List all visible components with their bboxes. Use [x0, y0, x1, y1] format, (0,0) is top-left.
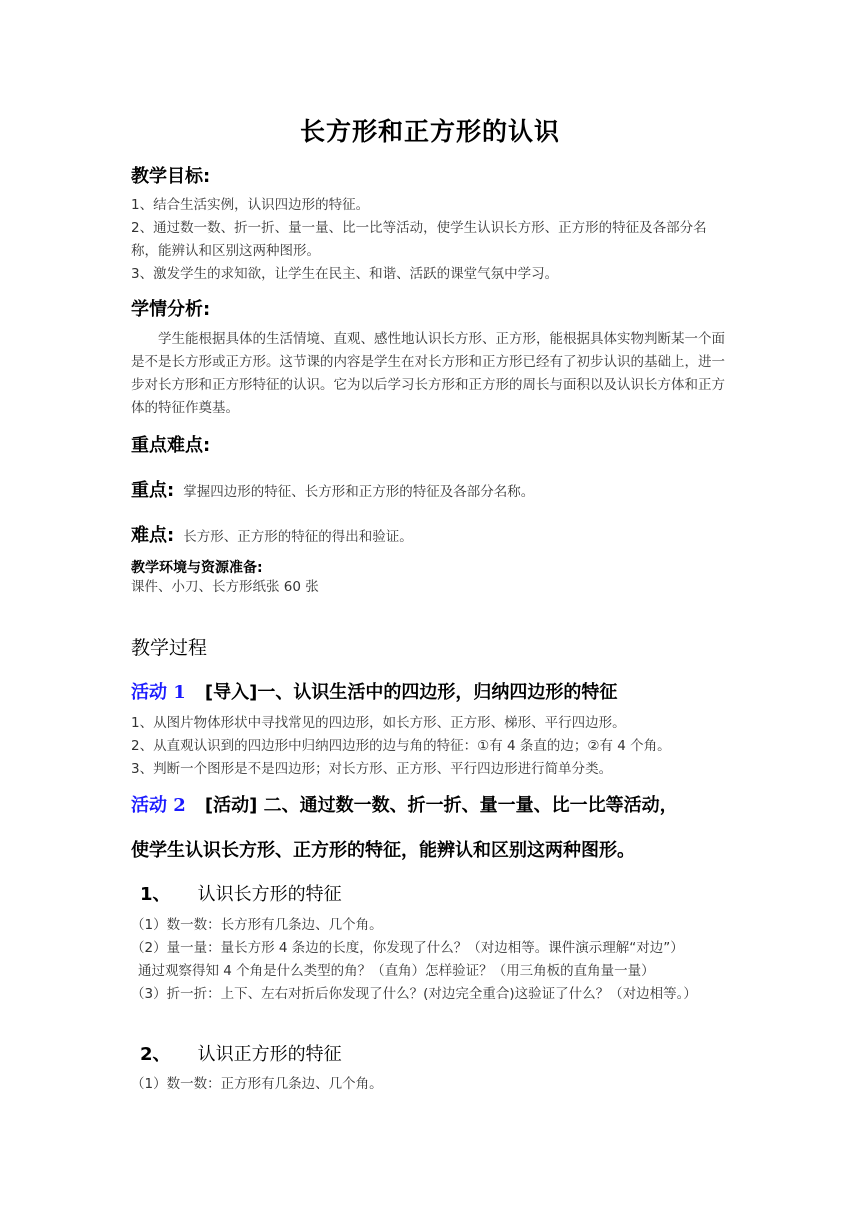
sub1-heading: [140, 880, 342, 906]
sub2-number: 2、: [140, 1044, 171, 1065]
activity1-heading: [131, 678, 617, 704]
difficult-point-row: [131, 521, 413, 549]
sub2-title: 认识正方形的特征: [197, 1044, 342, 1065]
analysis-text: 学生能根据具体的生活情境、直观、感性地认识长方形、正方形，能根据具体实物判断某一个面是不是长方形或正方形。这节课的内容是学生在对长方形和正方形已经有了初步认识的基础上，进一步对长方形和正方形特征的认识。它为以后学习长方形和正方形的周长与面积以及认识长方体和正方体的特征作奠基。: [131, 331, 725, 416]
activity2-title-line2: 使学生认识长方形、正方形的特征，能辨认和区别这两种图形。: [131, 840, 635, 861]
sub1-item-2: （2）量一量：量长方形 4 条边的长度，你发现了什么？（对边相等。课件演示理解“对边”）: [131, 940, 684, 956]
goal-item-2: 2、通过数一数、折一折、量一量、比一比等活动，使学生认识长方形、正方形的特征及各部分名称，能辨认和区别这两种图形。: [131, 220, 707, 259]
analysis-heading: 学情分析:: [131, 299, 211, 320]
key-point-label: 重点:: [131, 480, 175, 501]
difficult-point-label: 难点:: [131, 525, 175, 546]
key-point-row: [131, 476, 534, 504]
sub1-number: 1、: [140, 884, 171, 905]
activity1-title: [导入]一、认识生活中的四边形，归纳四边形的特征: [204, 682, 618, 703]
activity2-label: 活动 2: [131, 795, 186, 816]
activity2-heading: [131, 791, 678, 817]
key-point-text: 掌握四边形的特征、长方形和正方形的特征及各部分名称。: [183, 484, 535, 500]
sub2-heading: [140, 1040, 342, 1066]
goal-item-3: 3、激发学生的求知欲，让学生在民主、和谐、活跃的课堂气氛中学习。: [131, 266, 559, 282]
sub1-item-1: （1）数一数：长方形有几条边、几个角。: [131, 917, 383, 933]
difficult-point-text: 长方形、正方形的特征的得出和验证。: [183, 529, 413, 545]
activity2-title-line1: [活动] 二、通过数一数、折一折、量一量、比一比等活动，: [204, 795, 678, 816]
activity1-item-2: 2、从直观认识到的四边形中归纳四边形的边与角的特征：①有 4 条直的边；②有 4 个角。: [131, 738, 671, 754]
sub2-item-1: （1）数一数：正方形有几条边、几个角。: [131, 1076, 383, 1092]
activity1-item-3: 3、判断一个图形是不是四边形；对长方形、正方形、平行四边形进行简单分类。: [131, 761, 613, 777]
key-points-heading: 重点难点:: [131, 435, 211, 456]
sub1-title: 认识长方形的特征: [197, 884, 342, 905]
sub1-item-3: 通过观察得知 4 个角是什么类型的角？（直角）怎样验证？（用三角板的直角量一量）: [138, 963, 655, 979]
process-heading: 教学过程: [131, 637, 208, 659]
activity1-label: 活动 1: [131, 682, 186, 703]
resources-heading: 教学环境与资源准备:: [131, 560, 263, 576]
goals-heading: 教学目标:: [131, 166, 211, 187]
resources-text: 课件、小刀、长方形纸张 60 张: [131, 579, 319, 595]
activity1-item-1: 1、从图片物体形状中寻找常见的四边形，如长方形、正方形、梯形、平行四边形。: [131, 715, 626, 731]
document-title: 长方形和正方形的认识: [299, 117, 560, 146]
sub1-item-4: （3）折一折：上下、左右对折后你发现了什么？(对边完全重合)这验证了什么？（对边相等。）: [131, 986, 697, 1002]
goal-item-1: 1、结合生活实例，认识四边形的特征。: [131, 197, 370, 213]
